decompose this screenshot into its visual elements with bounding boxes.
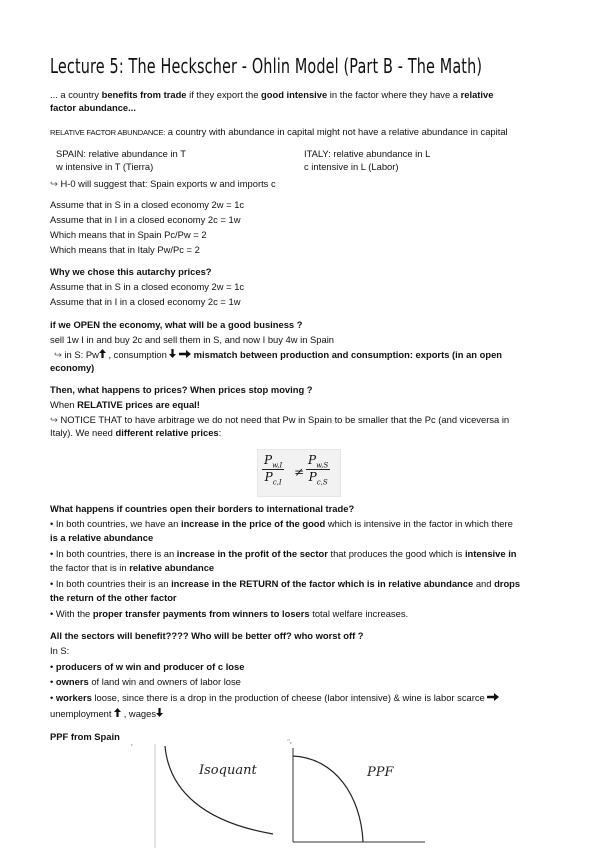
hook-arrow-icon: ↪ (50, 178, 58, 189)
fraction-spain: $\frac{P_{w,S}}{P_{c,S}}$ (308, 453, 329, 487)
ppf-curve (293, 756, 363, 842)
ppf-graph (287, 738, 425, 842)
assume-line-4: Which means that in Italy Pw/Pc = 2 (50, 244, 200, 255)
borders-question: What happens if countries open their borders to international trade? (50, 503, 355, 514)
assume-line-3: Which means that in Spain Pc/Pw = 2 (50, 229, 207, 240)
arrow-right-icon (176, 349, 191, 360)
ppf-label: PPF (367, 765, 394, 780)
open-line-1: sell 1w I in and buy 2c and sell them in S, and now I buy 4w in Spain (50, 334, 335, 345)
prices-notice-2: Italy). We need different relative prices: (50, 427, 222, 438)
borders-bullet-1a: • In both countries, we have an increase in the price of the good which is intensive in the factor in which there (50, 518, 513, 529)
isoquant-label: Isoquant (199, 763, 257, 778)
spain-line-1: SPAIN: relative abundance in T (56, 148, 186, 159)
hook-arrow-icon: ↪ (54, 349, 62, 360)
benefit-point-3: • workers loose, since there is a drop in the production of cheese (labor intensive) & wine is labor scarce (50, 691, 550, 704)
isoquant-curve (165, 746, 273, 834)
arrow-up-icon (99, 349, 106, 360)
ppf-isoquant-graphs (125, 730, 435, 848)
why-answer-2: Assume that in I in a closed economy 2c = 1w (50, 296, 241, 307)
borders-bullet-3b: the return of the other factor (50, 592, 177, 603)
prices-question: Then, what happens to prices? When prices stop moving ? (50, 384, 313, 395)
ppf-y-axis-mark: ᵔᵥ (287, 738, 293, 746)
hook-arrow-icon: ↪ (50, 414, 58, 425)
prices-answer: When RELATIVE prices are equal! (50, 399, 200, 410)
benefit-question: All the sectors will benefit???? Who will be better off? who worst off ? (50, 630, 364, 641)
page-title: Lecture 5: The Heckscher - Ohlin Model (Part B - The Math) (50, 54, 483, 78)
borders-bullet-3a: • In both countries their is an increase in the RETURN of the factor which is in relative abundance and drops (50, 578, 521, 589)
intro-line-1: ... a country benefits from trade if they export the good intensive in the factor where they have a relative (50, 89, 494, 100)
relative-abundance-label: RELATIVE FACTOR ABUNDANCE: (50, 128, 166, 137)
prices-notice-1: ↪ NOTICE THAT to have arbitrage we do not need that Pw in Spain to be smaller that the Pc (and viceversa in (50, 414, 510, 425)
borders-bullet-2b: the factor that is in relative abundance (50, 562, 215, 573)
assume-line-2: Assume that in I in a closed economy 2c = 1w (50, 214, 241, 225)
relative-abundance-line: RELATIVE FACTOR ABUNDANCE: a country with abundance in capital might not have a relative abundance in capital (50, 126, 508, 137)
benefit-point-2: • owners of land win and owners of labor lose (50, 676, 241, 687)
spain-line-2: w intensive in T (Tierra) (56, 161, 154, 172)
benefit-point-4: unemployment , wages (50, 707, 550, 720)
ppf-heading: PPF from Spain (50, 731, 120, 742)
open-line-2: ↪ in S: Pw , consumption mismatch between production and consumption: exports (in an open (54, 349, 503, 360)
open-question: if we OPEN the economy, what will be a good business ? (50, 319, 303, 330)
arrow-right-icon (485, 692, 500, 703)
open-line-3: economy) (50, 362, 95, 373)
borders-bullet-4: • With the proper transfer payments from winners to losers total welfare increases. (50, 608, 409, 619)
why-answer-1: Assume that in S in a closed economy 2w = 1c (50, 281, 245, 292)
arrow-down-icon (167, 349, 177, 360)
relative-price-formula (257, 449, 341, 497)
italy-line-2: c intensive in L (Labor) (304, 161, 399, 172)
borders-bullet-2a: • In both countries, there is an increase in the profit of the sector that produces the good which is intensive in (50, 548, 517, 559)
benefit-point-1: • producers of w win and producer of c lose (50, 661, 245, 672)
why-question: Why we chose this autarchy prices? (50, 266, 212, 277)
borders-bullet-1b: is a relative abundance (50, 532, 154, 543)
isoquant-y-axis-mark: ᵥ (131, 741, 134, 748)
in-s-label: In S: (50, 645, 70, 656)
intro-line-2: factor abundance... (50, 102, 136, 113)
assume-line-1: Assume that in S in a closed economy 2w = 1c (50, 199, 245, 210)
isoquant-graph (130, 741, 273, 848)
not-equal-sign: ≠ (294, 465, 305, 479)
arrow-down-icon (156, 708, 163, 719)
italy-line-1: ITALY: relative abundance in L (304, 148, 431, 159)
fraction-italy: $\frac{P_{w,I}}{P_{c,I}}$ (264, 453, 283, 487)
ho-line: ↪ H-0 will suggest that: Spain exports w and imports c (50, 178, 276, 189)
